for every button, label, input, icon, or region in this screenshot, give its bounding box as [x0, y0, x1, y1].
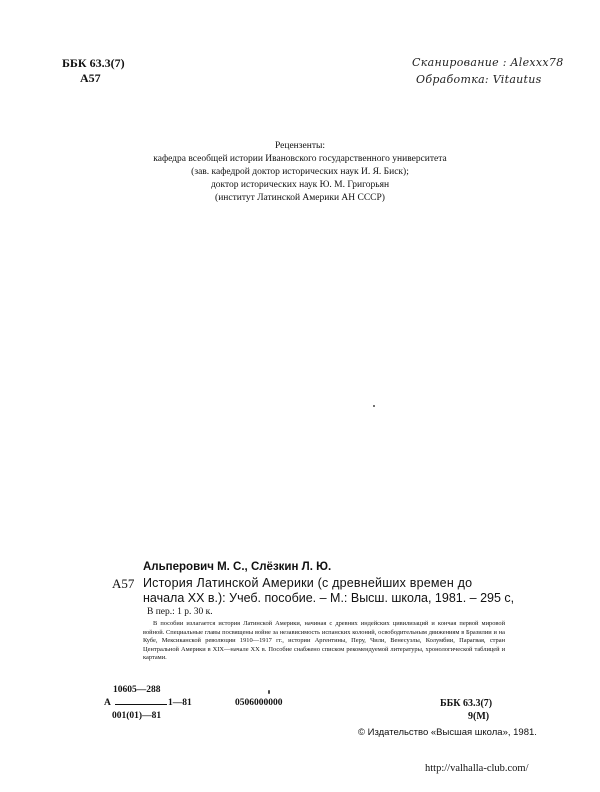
bbk-code: ББК 63.3(7)	[62, 56, 125, 70]
source-url[interactable]: http://valhalla-club.com/	[425, 763, 529, 774]
class-right: 9(М)	[468, 711, 490, 722]
author-sign: А57	[80, 71, 101, 85]
scan-speck	[373, 405, 375, 407]
index-letter: А	[104, 698, 111, 708]
card-sign: А57	[112, 576, 135, 591]
reviewer-line: кафедра всеобщей истории Ивановского государственного университета	[153, 154, 447, 164]
index-fraction-line	[115, 704, 167, 705]
scan-speck	[268, 690, 270, 694]
processing-credit: Обработка: Vitautus	[416, 73, 542, 86]
bbk-right: ББК 63.3(7)	[440, 698, 493, 709]
reviewer-line: (зав. кафедрой доктор исторических наук И. Я. Биск);	[191, 167, 409, 177]
reviewers-title: Рецензенты:	[275, 141, 325, 151]
index-right: 1—81	[168, 698, 192, 708]
card-title-line-1: История Латинской Америки (с древнейших времен до	[143, 576, 473, 590]
card-abstract: В пособии излагается история Латинской Америки, начиная с древних индейских цивилизаций и кончая первой мировой войной. Специальные главы посвящены войне за независимость испанских колоний, освободительным движениям в Бразилии и на Кубе, Мексиканской революции 1910—1917 гг., истории Аргентины, Перу, Чили, Венесуэлы, Колумбии, Парагвая, стран Центральной Америки в XIX—начале XX в. Пособие снабжено списком рекомендуемой литературы, хронологической таблицей и картами.	[143, 620, 505, 662]
index-top: 10605—288	[113, 685, 161, 695]
reviewer-line: (институт Латинской Америки АН СССР)	[215, 193, 385, 203]
card-title-line-2: начала XX в.): Учеб. пособие. – М.: Высш. школа, 1981. – 295 с,	[143, 591, 515, 605]
card-price: В пер.: 1 р. 30 к.	[147, 607, 213, 617]
card-authors: Альперович М. С., Слёзкин Л. Ю.	[143, 561, 332, 573]
reviewer-line: доктор исторических наук Ю. М. Григорьян	[210, 180, 390, 190]
scan-credit: Сканирование : Alexxx78	[412, 56, 564, 69]
reviewers-block	[100, 140, 500, 205]
copyright: © Издательство «Высшая школа», 1981.	[358, 727, 537, 738]
index-bottom: 001(01)—81	[112, 711, 162, 721]
serial-number: 0506000000	[235, 698, 283, 708]
